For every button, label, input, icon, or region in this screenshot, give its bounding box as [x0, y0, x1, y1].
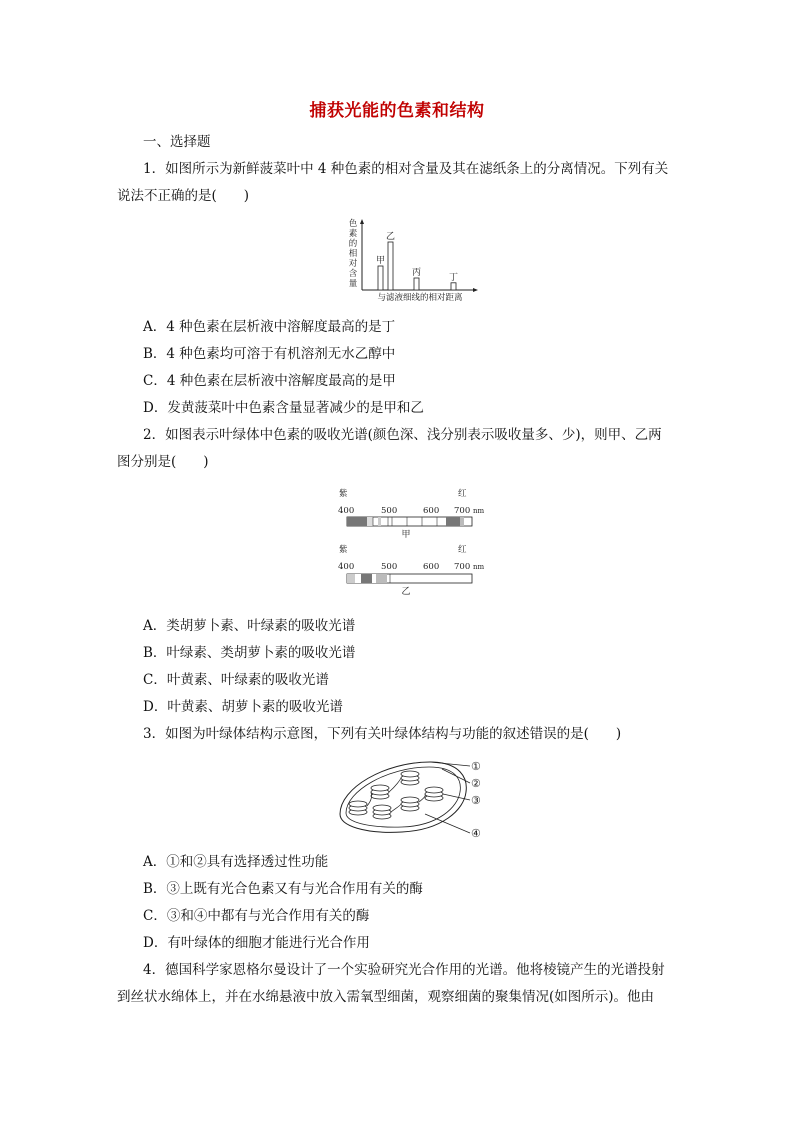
q1-y-axis-label	[349, 218, 358, 289]
q1-bar-label-2: 乙	[385, 232, 396, 242]
q1-bar-2	[388, 242, 393, 290]
q2-red-label-b: 红	[458, 545, 467, 555]
q1-option-b: B．4 种色素均可溶于有机溶剂无水乙醇中	[143, 346, 396, 362]
q1-y-label-char: 素	[348, 229, 358, 239]
q2-unit-a: nm	[473, 507, 485, 515]
q2-violet-label-a: 紫	[339, 489, 348, 499]
q1-option-c: C．4 种色素在层析液中溶解度最高的是甲	[143, 373, 396, 389]
q2-tick-500-a: 500	[381, 506, 398, 516]
q1-stem-line1: 1．如图所示为新鲜菠菜叶中 4 种色素的相对含量及其在滤纸条上的分离情况。下列有关	[143, 161, 669, 177]
q3-option-a: A．①和②具有选择透过性功能	[143, 854, 329, 870]
q2-spectrum-figure	[334, 486, 494, 598]
page-title: 捕获光能的色素和结构	[309, 101, 485, 121]
q3-label-2: ②	[471, 777, 481, 790]
q4-stem-line2: 到丝状水绵体上，并在水绵悬液中放入需氧型细菌，观察细菌的聚集情况(如图所示)。他由	[117, 989, 655, 1005]
q3-label-3: ③	[471, 794, 481, 807]
q2-caption-b: 乙	[401, 587, 411, 597]
q2-stem-line2: 图分别是( )	[117, 454, 209, 470]
q2-option-a: A．类胡萝卜素、叶绿素的吸收光谱	[143, 618, 356, 634]
q2-tick-700-a: 700	[454, 506, 471, 516]
q2-red-label-a: 红	[458, 489, 467, 499]
q1-y-label-char: 相	[348, 249, 358, 259]
q2-violet-label-b: 紫	[339, 545, 348, 555]
q2-spectrum-bar-a	[347, 517, 472, 526]
q2-tick-400-b: 400	[338, 562, 355, 572]
q3-chloroplast-diagram	[330, 756, 500, 840]
q3-labels	[471, 760, 481, 840]
q1-y-label-char: 含	[348, 269, 358, 279]
q1-bar-4	[451, 283, 456, 290]
q1-y-label-char: 量	[348, 279, 358, 289]
q3-label-4: ④	[471, 827, 481, 840]
q2-tick-500-b: 500	[381, 562, 398, 572]
q3-option-c: C．③和④中都有与光合作用有关的酶	[143, 908, 370, 924]
q1-x-axis-label: 与滤液细线的相对距离	[377, 293, 463, 303]
q1-bar-label-3: 丙	[411, 268, 422, 278]
q3-option-d: D．有叶绿体的细胞才能进行光合作用	[143, 935, 370, 951]
q3-label-1: ①	[471, 760, 481, 773]
q1-bar-label-4: 丁	[448, 272, 459, 283]
q1-pigment-chart	[340, 218, 480, 306]
q2-option-c: C．叶黄素、叶绿素的吸收光谱	[143, 672, 329, 688]
q1-bar-1	[378, 266, 383, 290]
q2-stem-line1: 2．如图表示叶绿体中色素的吸收光谱(颜色深、浅分别表示吸收量多、少)，则甲、乙两	[143, 427, 662, 443]
q1-stem-line2: 说法不正确的是( )	[117, 188, 250, 204]
q2-spectrum-bar-b	[347, 574, 472, 583]
q1-option-a: A．4 种色素在层析液中溶解度最高的是丁	[143, 319, 396, 335]
q1-bars	[376, 231, 458, 290]
q1-y-label-char: 的	[348, 239, 358, 249]
q2-tick-600-a: 600	[423, 506, 440, 516]
q1-bar-label-1: 甲	[375, 256, 386, 266]
q1-bar-3	[414, 278, 419, 290]
q1-y-label-char: 色	[348, 219, 358, 229]
section-heading: 一、选择题	[143, 134, 211, 150]
q1-option-d: D．发黄菠菜叶中色素含量显著减少的是甲和乙	[143, 400, 424, 416]
q4-stem-line1: 4．德国科学家恩格尔曼设计了一个实验研究光合作用的光谱。他将棱镜产生的光谱投射	[143, 962, 665, 978]
q1-y-label-char: 对	[348, 259, 358, 269]
q3-stem: 3．如图为叶绿体结构示意图，下列有关叶绿体结构与功能的叙述错误的是( )	[143, 726, 622, 742]
q2-tick-700-b: 700	[454, 562, 471, 572]
q1-x-axis-arrow	[473, 288, 478, 292]
q3-option-b: B．③上既有光合色素又有与光合作用有关的酶	[143, 881, 423, 897]
q2-caption-a: 甲	[401, 530, 411, 540]
q1-y-axis-arrow	[360, 219, 364, 224]
q2-tick-600-b: 600	[423, 562, 440, 572]
q2-unit-b: nm	[473, 563, 485, 571]
q2-option-b: B．叶绿素、类胡萝卜素的吸收光谱	[143, 645, 356, 661]
q2-option-d: D．叶黄素、胡萝卜素的吸收光谱	[143, 699, 343, 715]
q2-tick-400-a: 400	[338, 506, 355, 516]
